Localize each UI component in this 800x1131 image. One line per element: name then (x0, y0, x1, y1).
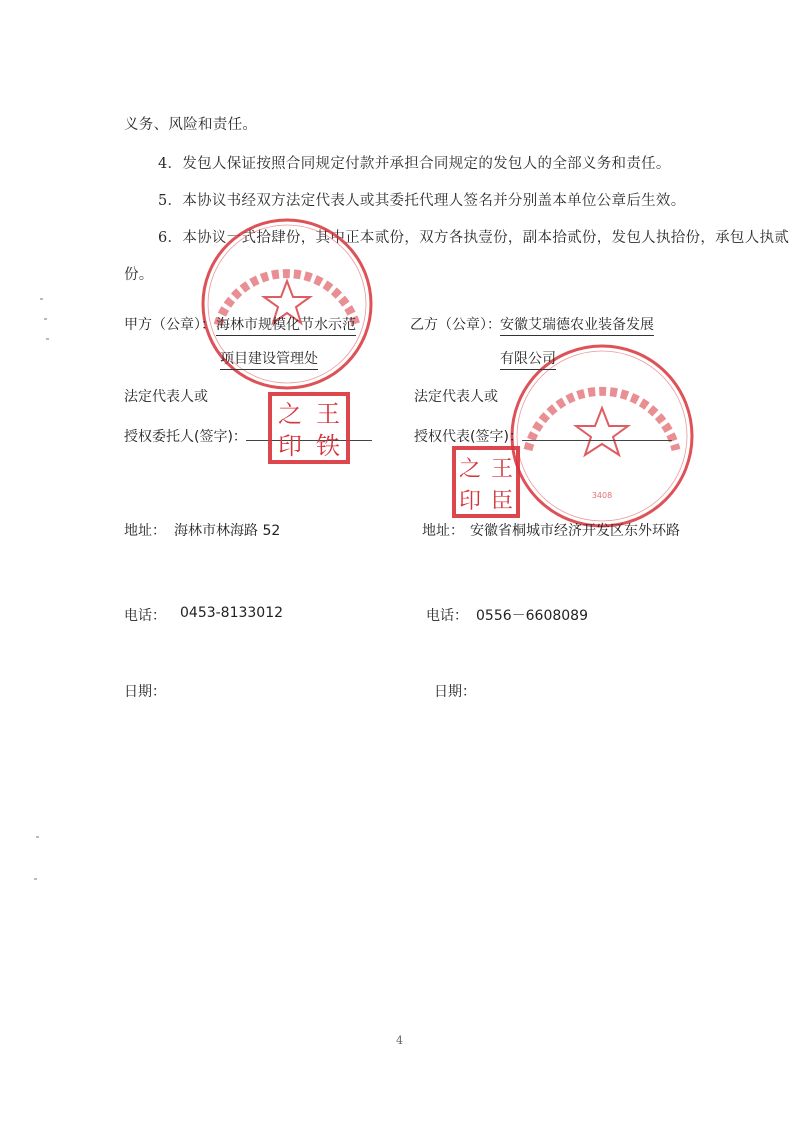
party-b-phone-label: 电话： (426, 608, 468, 624)
svg-text:王: 王 (490, 457, 514, 482)
party-b-address: 安徽省桐城市经济开发区东外环路 (470, 523, 680, 539)
scan-speck (34, 878, 37, 880)
paragraph-clause-5: 5．本协议书经双方法定代表人或其委托代理人签名并分别盖本单位公章后生效。 (158, 193, 686, 209)
scan-speck (36, 836, 39, 838)
paragraph-clause-6: 6．本协议一式拾肆份，其中正本贰份，双方各执壹份，副本拾贰份，发包人执拾份，承包人执贰 (158, 230, 790, 246)
party-b-name-line2: 有限公司 (500, 348, 556, 370)
party-a-rep-label: 法定代表人或 (124, 389, 208, 405)
party-a-name-line2: 项目建设管理处 (220, 348, 318, 370)
party-a-address: 海林市林海路 52 (174, 523, 281, 539)
svg-text:臣: 臣 (490, 489, 514, 514)
party-b-signature-label: 授权代表(签字)： (414, 429, 523, 445)
paragraph-continuation: 义务、风险和责任。 (124, 117, 258, 133)
party-b-date-label: 日期： (434, 684, 476, 700)
party-a-personal-seal (268, 392, 350, 464)
svg-text:印: 印 (278, 432, 302, 460)
scan-speck (44, 318, 47, 320)
party-a-name-line1: 海林市规模化节水示范 (216, 314, 356, 336)
seal-number: 3408 (591, 491, 613, 500)
svg-text:王: 王 (316, 400, 340, 428)
party-b-address-label: 地址： (422, 523, 464, 539)
svg-text:之: 之 (458, 457, 482, 482)
party-a-label: 甲方（公章）： (124, 317, 215, 333)
party-b-label: 乙方（公章）： (410, 317, 501, 333)
scan-speck (46, 338, 49, 340)
party-b-name-line1: 安徽艾瑞德农业装备发展 (500, 314, 654, 336)
scan-speck (40, 298, 43, 300)
paragraph-clause-4: 4．发包人保证按照合同规定付款并承担合同规定的发包人的全部义务和责任。 (158, 156, 671, 172)
party-a-phone: 0453-8133012 (180, 605, 284, 621)
party-a-phone-label: 电话： (124, 608, 166, 624)
party-b-signature-line (522, 426, 672, 445)
svg-text:铁: 铁 (316, 432, 340, 460)
page-number: 4 (396, 1034, 403, 1047)
party-b-personal-seal (452, 446, 520, 518)
party-a-date-label: 日期： (124, 684, 166, 700)
party-b-rep-label: 法定代表人或 (414, 389, 498, 405)
party-b-phone: 0556－6608089 (476, 608, 588, 624)
party-a-address-label: 地址： (124, 523, 166, 539)
party-a-signature-label: 授权委托人(签字)： (124, 429, 247, 445)
paragraph-clause-6-end: 份。 (124, 267, 154, 283)
svg-text:之: 之 (278, 400, 302, 428)
svg-text:印: 印 (458, 489, 482, 514)
